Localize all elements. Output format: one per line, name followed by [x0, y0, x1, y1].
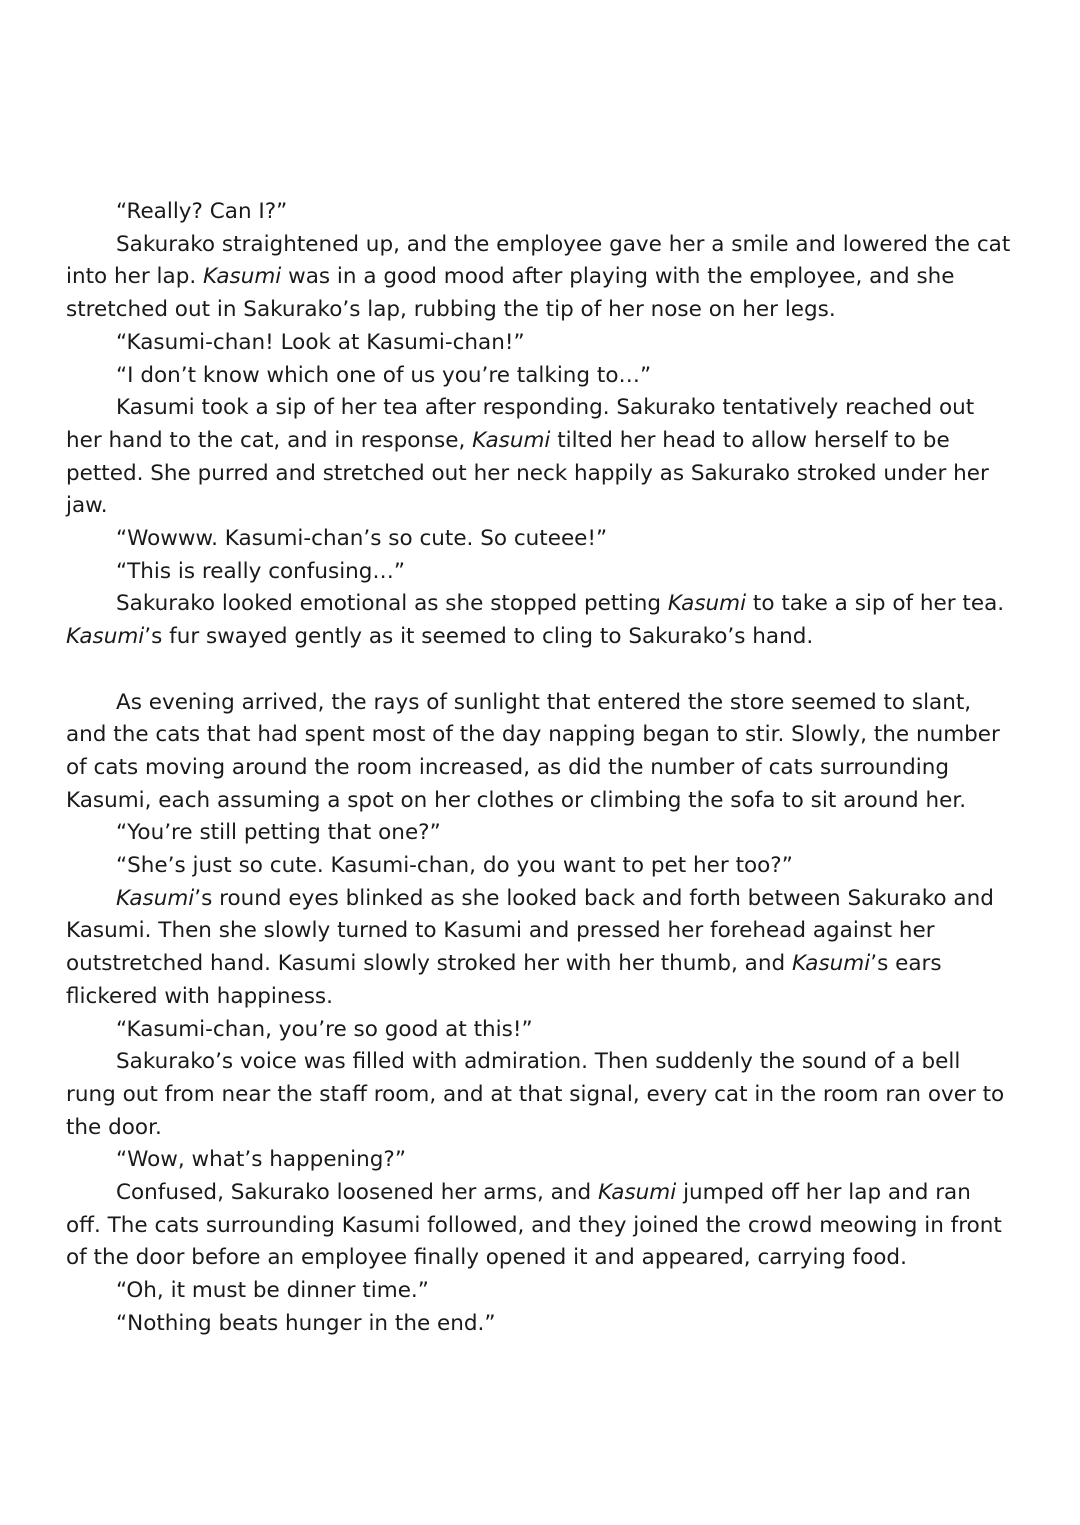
document-page — [66, 196, 1012, 1341]
paragraph-text: was in a good mood after playing with the employee, and she stretched out in Sakurako’s lap, rubbing the tip of her nose on her legs. — [66, 264, 955, 323]
paragraph — [66, 1275, 1012, 1308]
paragraph — [66, 687, 1012, 818]
italic-name-text: Kasumi — [472, 427, 551, 453]
paragraph-text: ’s fur swayed gently as it seemed to cling to Sakurako’s hand. — [144, 624, 814, 650]
paragraph — [66, 196, 1012, 229]
paragraph-text: “Nothing beats hunger in the end.” — [116, 1310, 496, 1336]
paragraph-text: ’s round eyes blinked as she looked back and forth between Sakurako and Kasumi. Then she slowly turned to Kasumi and pressed her forehead against her outstretched hand. Kasumi slowly stroked her with her thumb, and — [66, 885, 994, 977]
paragraph — [66, 229, 1012, 327]
paragraph-text: Sakurako’s voice was filled with admiration. Then suddenly the sound of a bell rung out from near the staff room, and at that signal, every cat in the room ran over to the door. — [66, 1049, 1005, 1140]
paragraph — [66, 1144, 1012, 1177]
paragraph-text: “Wow, what’s happening?” — [116, 1147, 406, 1173]
paragraph — [66, 1046, 1012, 1144]
paragraph-text: to take a sip of her tea. — [746, 591, 1005, 617]
italic-name-text: Kasumi — [116, 885, 195, 911]
paragraph-text: “Kasumi-chan! Look at Kasumi-chan!” — [116, 329, 525, 355]
paragraph-text: “I don’t know which one of us you’re talking to…” — [116, 362, 652, 388]
paragraph-text: “Really? Can I?” — [116, 199, 288, 224]
paragraph-text: “Kasumi-chan, you’re so good at this!” — [116, 1016, 533, 1042]
paragraph — [66, 1014, 1012, 1047]
paragraph-text: ’s ears flickered with happiness. — [66, 951, 942, 1009]
paragraph — [66, 883, 1012, 1014]
paragraph — [66, 817, 1012, 850]
italic-name-text: Kasumi — [203, 264, 282, 290]
paragraph — [66, 1308, 1012, 1341]
paragraph-text: jumped off her lap and ran off. The cats surrounding Kasumi followed, and they joined the crowd meowing in front of the door before an employee finally opened it and appeared, carrying food. — [66, 1180, 1002, 1271]
paragraph — [66, 523, 1012, 556]
paragraph-text: “This is really confusing…” — [116, 558, 406, 584]
paragraph — [66, 1177, 1012, 1275]
paragraph-break — [66, 654, 1012, 687]
paragraph-text: “Wowww. Kasumi-chan’s so cute. So cuteee!” — [116, 526, 608, 552]
paragraph-text: As evening arrived, the rays of sunlight that entered the store seemed to slant, and the cats that had spent most of the day napping began to stir. Slowly, the number of cats moving around the room increased, as did the number of cats surrounding Kasumi, each assuming a spot on her clothes or climbing the sofa to sit around her. — [66, 689, 1000, 813]
paragraph — [66, 360, 1012, 393]
paragraph — [66, 588, 1012, 653]
paragraph-text: “You’re still petting that one?” — [116, 820, 441, 846]
paragraph — [66, 850, 1012, 883]
italic-name-text: Kasumi — [791, 951, 871, 977]
paragraph-text: “She’s just so cute. Kasumi-chan, do you want to pet her too?” — [116, 853, 793, 879]
italic-name-text: Kasumi — [66, 624, 145, 650]
paragraph-text: Confused, Sakurako loosened her arms, and — [116, 1180, 598, 1206]
paragraph-text: Kasumi took a sip of her tea after responding. Sakurako tentatively reached out her hand to the cat, and in response, — [66, 395, 975, 453]
paragraph-text: Sakurako straightened up, and the employee gave her a smile and lowered the cat into her lap. — [66, 231, 1011, 290]
italic-name-text: Kasumi — [597, 1180, 677, 1206]
paragraph-text: Sakurako looked emotional as she stopped petting — [116, 591, 668, 617]
italic-name-text: Kasumi — [667, 591, 747, 617]
paragraph — [66, 327, 1012, 360]
paragraph — [66, 392, 1012, 523]
paragraph — [66, 556, 1012, 589]
paragraph-text: tilted her head to allow herself to be petted. She purred and stretched out her neck happily as Sakurako stroked under her jaw. — [66, 427, 989, 519]
paragraph-text: “Oh, it must be dinner time.” — [116, 1278, 429, 1304]
